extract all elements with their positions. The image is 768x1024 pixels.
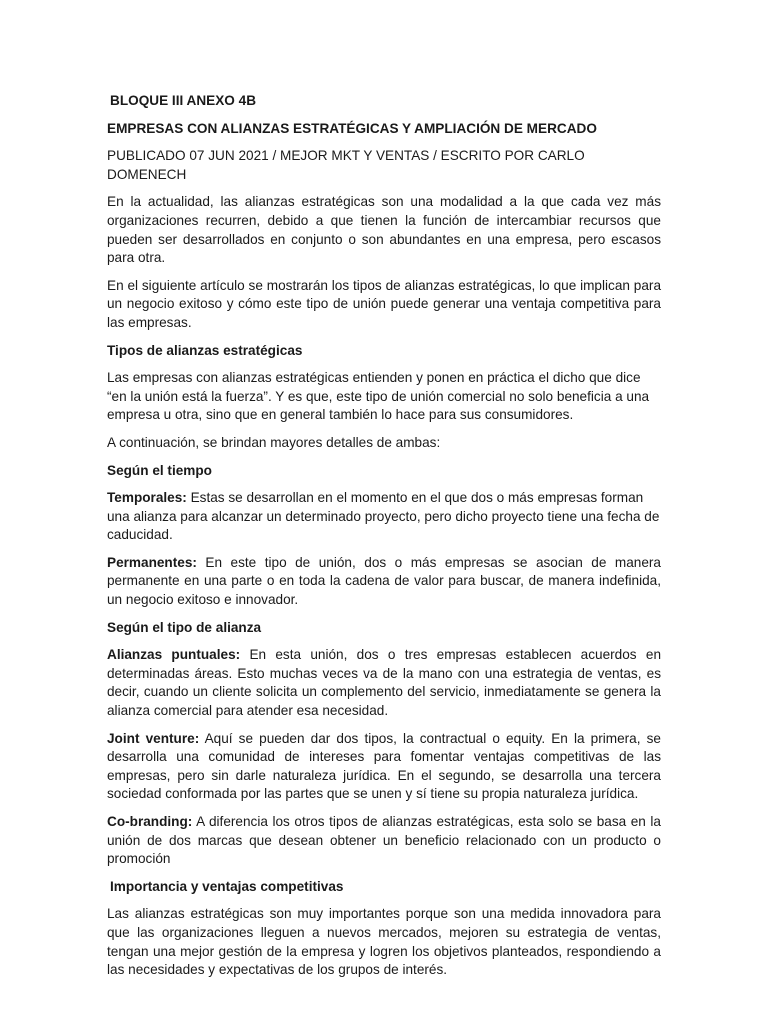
term-joint-venture: Joint venture: [107, 730, 200, 746]
term-permanentes: Permanentes: [107, 554, 197, 570]
paragraph-puntuales [107, 646, 661, 720]
section-heading-tiempo: Según el tiempo [107, 462, 212, 478]
document-page [107, 92, 661, 989]
paragraph-temporales [107, 489, 661, 545]
intro-paragraph-2: En el siguiente artículo se mostrarán los tipos de alianzas estratégicas, lo que implican para un negocio exitoso y cómo este tipo de unión puede generar una ventaja competitiva para las empresas. [107, 277, 661, 330]
intro-paragraph-1: En la actualidad, las alianzas estratégicas son una modalidad a la que cada vez más organizaciones recurren, debido a que tienen la función de intercambiar recursos que pueden ser desarrollados en conjunto o son abundantes en una empresa, pero escasos para otra. [107, 194, 661, 266]
text-puntuales: En esta unión, dos o tres empresas establecen acuerdos en determinadas áreas. Esto muchas veces va de la mano con una estrategia de ventas, es decir, cuando un cliente solicita un complemento del servicio, inmediatamente se genera la alianza comercial para atender esa necesidad. [107, 647, 662, 719]
term-temporales: Temporales: [107, 490, 187, 506]
block-label: BLOQUE III ANEXO 4B [110, 93, 257, 108]
tipos-paragraph-1: Las empresas con alianzas estratégicas entienden y ponen en práctica el dicho que dice “en la unión está la fuerza”. Y es que, este tipo de unión comercial no solo beneficia a una empresa u otra, sino que en general también lo hace para sus consumidores. [107, 370, 650, 423]
tipos-paragraph-2: A continuación, se brindan mayores detalles de ambas: [107, 434, 441, 450]
term-co-branding: Co-branding: [107, 814, 193, 829]
section-heading-tipo-alianza: Según el tipo de alianza [107, 619, 262, 635]
document-title: EMPRESAS CON ALIANZAS ESTRATÉGICAS Y AMPLIACIÓN DE MERCADO [107, 120, 597, 136]
text-temporales: Estas se desarrollan en el momento en el que dos o más empresas forman una alianza para alcanzar un determinado proyecto, pero dicho proyecto tiene una fecha de caducidad. [107, 490, 660, 543]
section-heading-tipos: Tipos de alianzas estratégicas [107, 342, 303, 358]
text-permanentes: En este tipo de unión, dos o más empresas se asocian de manera permanente en una parte o en toda la cadena de valor para buscar, de manera indefinida, un negocio exitoso e innovador. [107, 554, 661, 608]
byline: PUBLICADO 07 JUN 2021 / MEJOR MKT Y VENTAS / ESCRITO POR CARLO DOMENECH [107, 148, 585, 182]
paragraph-permanentes [107, 554, 661, 610]
importancia-paragraph-1: Las alianzas estratégicas son muy importantes porque son una medida innovadora para que las organizaciones lleguen a nuevos mercados, mejoren su estrategia de ventas, tengan una mejor gestión de la empresa y logren los objetivos planteados, respondiendo a las necesidades y expectativas de los grupos de interés. [107, 906, 661, 978]
text-joint-venture: Aquí se pueden dar dos tipos, la contractual o equity. En la primera, se desarrolla una comunidad de intereses para fomentar ventajas competitivas de las empresas, pero sin darle naturaleza jurídica. En el segundo, se desarrolla una tercera sociedad conformada por las partes que se unen y sí tiene su propia naturaleza jurídica. [107, 730, 661, 802]
paragraph-co-branding [107, 813, 661, 869]
term-puntuales: Alianzas puntuales: [107, 647, 241, 663]
section-heading-importancia: Importancia y ventajas competitivas [110, 878, 344, 894]
text-co-branding: A diferencia los otros tipos de alianzas estratégicas, esta solo se basa en la unión de dos marcas que desean obtener un beneficio relacionado con un producto o promoción [107, 814, 661, 867]
paragraph-joint-venture [107, 730, 661, 804]
